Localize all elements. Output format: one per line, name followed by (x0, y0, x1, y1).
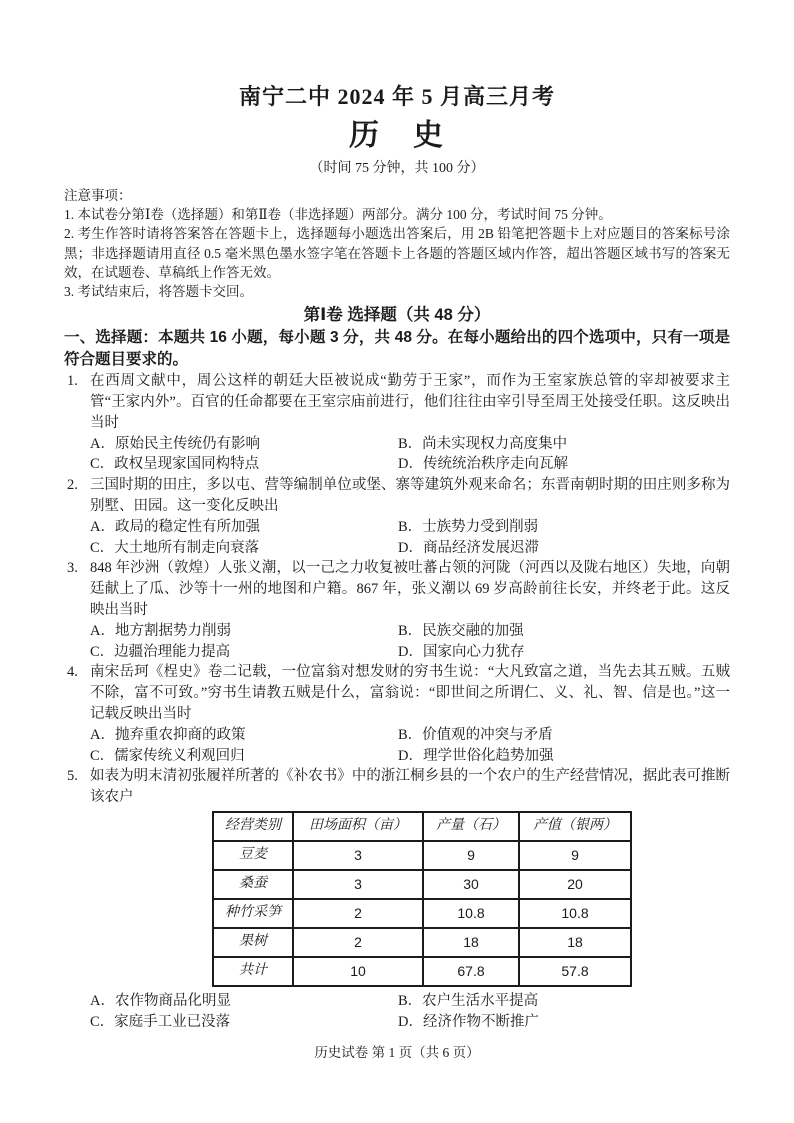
question-text: 在西周文献中，周公这样的朝廷大臣被说成“勤劳于王家”，而作为王室家族总管的宰却被要求主管“王家内外”。百官的任命都要在王室宗庙前进行，他们往往由宰引导至周王处接受任职。这反映出当时 (90, 373, 730, 431)
paper-content (64, 186, 730, 1033)
questions-list (64, 371, 730, 1032)
table-header-cell: 经营类别 (213, 812, 293, 841)
exam-title: 南宁二中 2024 年 5 月高三月考 (238, 84, 555, 109)
table-row (213, 841, 631, 870)
question-number: 2. (67, 477, 78, 494)
options-grid (90, 517, 730, 559)
question-3 (64, 558, 730, 662)
question-body (90, 558, 730, 662)
option-c: C．家庭手工业已没落 (90, 1013, 231, 1030)
table-header-row (213, 812, 631, 841)
table-cell: 3 (293, 870, 423, 899)
table-cell: 3 (293, 841, 423, 870)
question-number: 3. (67, 560, 78, 577)
table-cell: 2 (293, 928, 423, 957)
table-cell: 2 (293, 899, 423, 928)
question-number: 4. (67, 664, 78, 681)
table-cell: 18 (423, 928, 519, 957)
option-a: A．原始民主传统仍有影响 (90, 435, 260, 452)
option-c: C．儒家传统义利观回归 (90, 747, 245, 764)
question-4 (64, 662, 730, 766)
notice-item-2: 2. 考生作答时请将答案答在答题卡上，选择题每小题选出答案后，用 2B 铅笔把答题卡上对应题目的答案标号涂黑；非选择题请用直径 0.5 毫米黑色墨水签字笔在答题卡上各题的答题区域内作答，超出答题区域书写的答案无效，在试题卷、草稿纸上作答无效。 (64, 226, 730, 280)
question-body (90, 662, 730, 766)
option-b: B．尚未实现权力高度集中 (398, 435, 568, 452)
option-a: A．政局的稳定性有所加强 (90, 518, 260, 535)
table-cell: 桑蚕 (213, 870, 293, 899)
question-text: 848 年沙洲（敦煌）人张义潮，以一己之力收复被吐蕃占领的河陇（河西以及陇右地区）失地，向朝廷献上了瓜、沙等十一州的地图和户籍。867 年，张义潮以 69 岁高龄前往长安，并终老于此。这反映出当时 (90, 560, 730, 618)
option-d: D．商品经济发展迟滞 (398, 539, 539, 556)
page-footer: 历史试卷 第 1 页（共 6 页） (314, 1045, 480, 1060)
option-d: D．国家向心力犹存 (398, 643, 525, 660)
option-d: D．经济作物不断推广 (398, 1013, 539, 1030)
option-b: B．士族势力受到削弱 (398, 518, 539, 535)
option-b: B．民族交融的加强 (398, 622, 524, 639)
notice-item-3: 3. 考试结束后，将答题卡交回。 (64, 284, 253, 300)
table-row (213, 870, 631, 899)
options-grid (90, 991, 730, 1033)
table-cell: 共计 (213, 957, 293, 986)
option-b: B．价值观的冲突与矛盾 (398, 726, 553, 743)
table-row (213, 957, 631, 986)
notices-heading: 注意事项： (64, 188, 132, 203)
time-score-line: （时间 75 分钟，共 100 分） (309, 161, 485, 176)
options-grid (90, 434, 730, 476)
option-d: D．传统统治秩序走向瓦解 (398, 456, 568, 473)
question-body (90, 371, 730, 475)
options-grid (90, 725, 730, 767)
question-1 (64, 371, 730, 475)
option-b: B．农户生活水平提高 (398, 992, 539, 1009)
notice-item-1: 1. 本试卷分第Ⅰ卷（选择题）和第Ⅱ卷（非选择题）两部分。满分 100 分，考试时间 75 分钟。 (64, 207, 612, 223)
option-c: C．边疆治理能力提高 (90, 643, 231, 660)
table-cell: 20 (519, 870, 631, 899)
table-cell: 30 (423, 870, 519, 899)
option-d: D．理学世俗化趋势加强 (398, 747, 554, 764)
option-a: A．地方割据势力削弱 (90, 622, 231, 639)
table-header-cell: 田场面积（亩） (293, 812, 423, 841)
options-grid (90, 621, 730, 663)
question-number: 5. (67, 768, 78, 785)
option-a: A．抛弃重农抑商的政策 (90, 726, 246, 743)
question-2 (64, 475, 730, 558)
table-row (213, 899, 631, 928)
table-header-cell: 产值（银两） (519, 812, 631, 841)
table-cell: 果树 (213, 928, 293, 957)
subject-title: 历 史 (349, 119, 445, 152)
option-c: C．大土地所有制走向衰落 (90, 539, 260, 556)
table-cell: 种竹采笋 (213, 899, 293, 928)
multiple-choice-intro: 一、选择题：本题共 16 小题，每小题 3 分，共 48 分。在每小题给出的四个选项中，只有一项是符合题目要求的。 (64, 329, 730, 369)
question-body (90, 475, 730, 558)
table-cell: 10 (293, 957, 423, 986)
table-cell: 9 (423, 841, 519, 870)
question-number: 1. (67, 373, 78, 390)
option-a: A．农作物商品化明显 (90, 992, 231, 1009)
table-cell: 67.8 (423, 957, 519, 986)
table-cell: 57.8 (519, 957, 631, 986)
paper-header (0, 0, 794, 178)
question-5 (64, 766, 730, 1032)
question-text: 如表为明末清初张履祥所著的《补农书》中的浙江桐乡县的一个农户的生产经营情况，据此表可推断该农户 (90, 768, 730, 806)
production-table (212, 811, 632, 987)
question-text: 南宋岳珂《桯史》卷二记载，一位富翁对想发财的穷书生说：“大凡致富之道，当先去其五贼。五贼不除，富不可致。”穷书生请教五贼是什么，富翁说：“即世间之所谓仁、义、礼、智、信是也。”这一记载反映出当时 (90, 664, 730, 722)
section1-heading: 第Ⅰ卷 选择题（共 48 分） (303, 306, 491, 325)
table-cell: 10.8 (423, 899, 519, 928)
table-cell: 10.8 (519, 899, 631, 928)
table-cell: 豆麦 (213, 841, 293, 870)
table-cell: 18 (519, 928, 631, 957)
option-c: C．政权呈现家国同构特点 (90, 456, 260, 473)
notices-block (64, 186, 730, 301)
table-cell: 9 (519, 841, 631, 870)
question-body (90, 766, 730, 1032)
question-text: 三国时期的田庄，多以屯、营等编制单位或堡、寨等建筑外观来命名；东晋南朝时期的田庄则多称为别墅、田园。这一变化反映出 (90, 477, 730, 514)
table-row (213, 928, 631, 957)
table-header-cell: 产量（石） (423, 812, 519, 841)
